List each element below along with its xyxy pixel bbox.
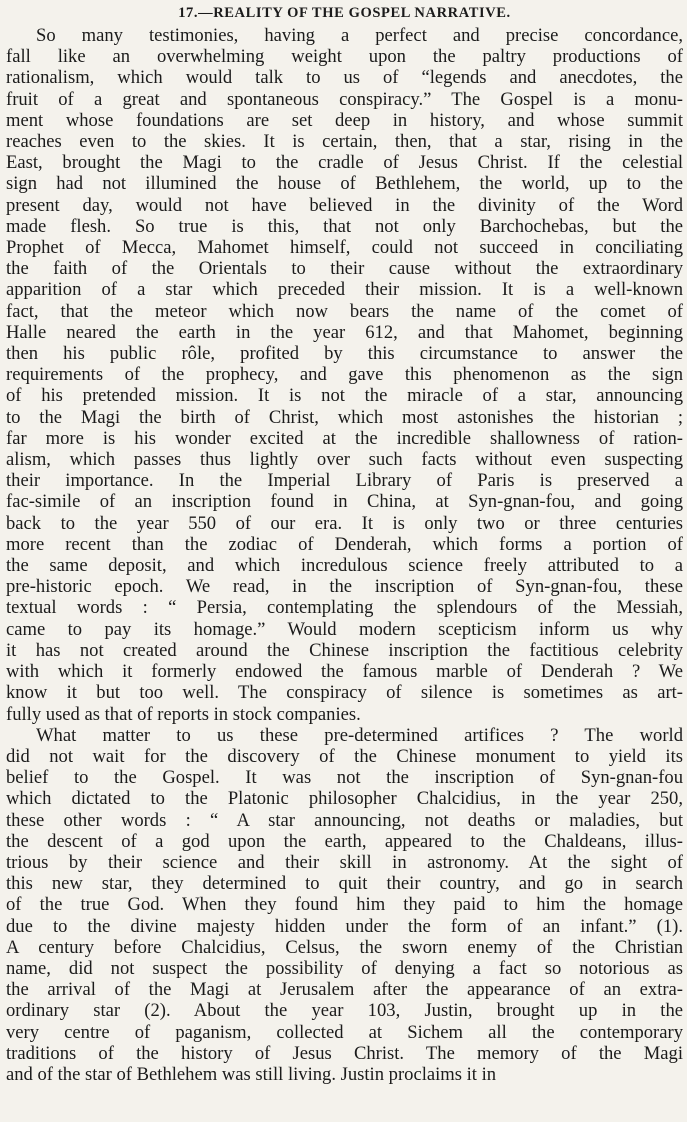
- text-line: the arrival of the Magi at Jerusalem after the appearance of an extra-: [6, 979, 683, 1001]
- text-line: made flesh. So true is this, that not only Barchochebas, but the: [6, 215, 683, 237]
- text-line: requirements of the prophecy, and gave this phenomenon as the sign: [6, 364, 683, 386]
- text-line: more recent than the zodiac of Denderah, which forms a portion of: [6, 533, 683, 555]
- text-line: of the true God. When they found him they paid to him the homage: [6, 894, 683, 916]
- text-line: belief to the Gospel. It was not the inscription of Syn-gnan-fou: [6, 767, 683, 789]
- text-line: with which it formerly endowed the famous marble of Denderah ? We: [6, 661, 683, 683]
- text-line: alism, which passes thus lightly over such facts without even suspecting: [6, 449, 683, 471]
- text-line: to the Magi the birth of Christ, which most astonishes the historian ;: [6, 406, 683, 428]
- text-line: of his pretended mission. It is not the miracle of a star, announcing: [6, 385, 683, 407]
- text-line: and of the star of Bethlehem was still living. Justin proclaims it in: [6, 1063, 497, 1085]
- text-line: these other words : “ A star announcing, not deaths or maladies, but: [6, 809, 683, 831]
- paragraph-2: [6, 725, 683, 1085]
- text-line: ment whose foundations are set deep in history, and whose summit: [6, 109, 683, 131]
- text-line: the faith of the Orientals to their cause without the extraordinary: [6, 258, 683, 280]
- text-line: ordinary star (2). About the year 103, Justin, brought up in the: [6, 1000, 683, 1022]
- text-line: fruit of a great and spontaneous conspiracy.” The Gospel is a monu-: [6, 88, 683, 110]
- text-line: fully used as that of reports in stock companies.: [6, 703, 361, 725]
- text-line: sign had not illumined the house of Bethlehem, the world, up to the: [6, 173, 683, 195]
- text-line: far more is his wonder excited at the incredible shallowness of ration-: [6, 427, 683, 449]
- text-line: very centre of paganism, collected at Sichem all the contemporary: [6, 1021, 683, 1043]
- text-line: this new star, they determined to quit their country, and go in search: [6, 873, 683, 895]
- text-line: fact, that the meteor which now bears the name of the comet of: [6, 300, 683, 322]
- text-line: What matter to us these pre-determined artifices ? The world: [36, 724, 683, 746]
- text-line: which dictated to the Platonic philosopher Chalcidius, in the year 250,: [6, 788, 683, 810]
- text-line: it has not created around the Chinese inscription the factitious celebrity: [6, 639, 683, 661]
- text-line: due to the divine majesty hidden under the form of an infant.” (1).: [6, 915, 683, 937]
- text-line: fac-simile of an inscription found in China, at Syn-gnan-fou, and going: [6, 491, 683, 513]
- text-line: then his public rôle, profited by this circumstance to answer the: [6, 343, 683, 365]
- text-line: So many testimonies, having a perfect and precise concordance,: [36, 25, 683, 46]
- text-line: pre-historic epoch. We read, in the inscription of Syn-gnan-fou, these: [6, 576, 683, 598]
- text-line: rationalism, which would talk to us of “legends and anecdotes, the: [6, 67, 683, 89]
- text-line: East, brought the Magi to the cradle of Jesus Christ. If the celestial: [6, 152, 683, 174]
- text-line: fall like an overwhelming weight upon the paltry productions of: [6, 46, 683, 68]
- text-line: back to the year 550 of our era. It is only two or three centuries: [6, 512, 683, 534]
- text-line: did not wait for the discovery of the Chinese monument to yield its: [6, 745, 683, 767]
- text-line: name, did not suspect the possibility of denying a fact so notorious as: [6, 957, 683, 979]
- text-line: know it but too well. The conspiracy of silence is sometimes as art-: [6, 682, 683, 704]
- text-line: trious by their science and their skill in astronomy. At the sight of: [6, 851, 683, 873]
- text-line: apparition of a star which preceded their mission. It is a well-known: [6, 279, 683, 301]
- text-line: Prophet of Mecca, Mahomet himself, could not succeed in conciliating: [6, 237, 683, 259]
- text-line: came to pay its homage.” Would modern scepticism inform us why: [6, 618, 683, 640]
- article-heading: 17.—REALITY OF THE GOSPEL NARRATIVE.: [178, 5, 511, 21]
- paragraph-1: [6, 25, 683, 725]
- text-line: Halle neared the earth in the year 612, and that Mahomet, beginning: [6, 321, 683, 343]
- text-line: A century before Chalcidius, Celsus, the sworn enemy of the Christian: [6, 936, 683, 958]
- text-line: the descent of a god upon the earth, appeared to the Chaldeans, illus-: [6, 830, 683, 852]
- text-line: textual words : “ Persia, contemplating the splendours of the Messiah,: [6, 597, 683, 619]
- text-line: reaches even to the skies. It is certain, then, that a star, rising in the: [6, 131, 683, 153]
- text-line: present day, would not have believed in the divinity of the Word: [6, 194, 683, 216]
- text-line: the same deposit, and which incredulous science freely attributed to a: [6, 555, 683, 577]
- text-line: their importance. In the Imperial Library of Paris is preserved a: [6, 470, 683, 492]
- text-line: traditions of the history of Jesus Christ. The memory of the Magi: [6, 1042, 683, 1064]
